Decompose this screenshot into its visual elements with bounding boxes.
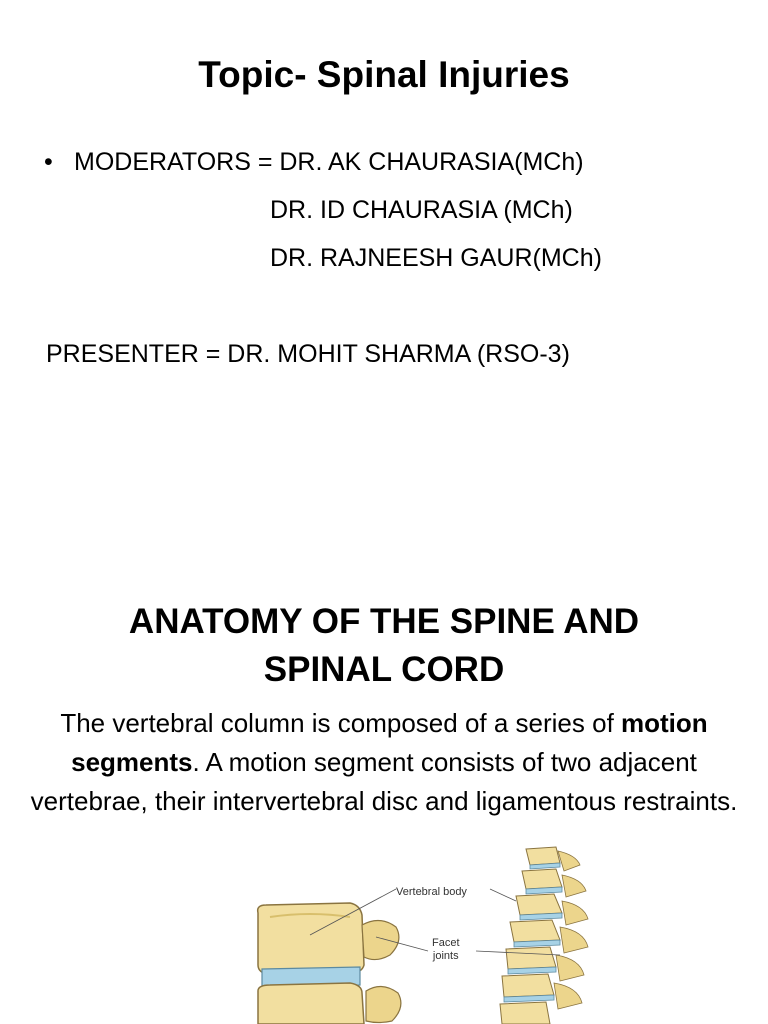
moderators-bullet: [44, 142, 584, 182]
paragraph-text-start: The vertebral column is composed of a series of: [60, 708, 622, 738]
motion-segments-term: motion segments: [71, 708, 708, 777]
bullet-dot: •: [44, 148, 53, 176]
moderators-line-1: MODERATORS = DR. AK CHAURASIA(MCh): [74, 148, 584, 176]
anatomy-title-line-2: SPINAL CORD: [263, 650, 505, 689]
moderators-line-2: DR. ID CHAURASIA (MCh): [270, 196, 573, 224]
motion-segment-drawing: [258, 903, 401, 1024]
anatomy-title-line-1: ANATOMY OF THE SPINE AND: [128, 602, 640, 641]
label-joints: joints: [432, 950, 459, 962]
spine-illustration: [200, 845, 620, 1024]
anatomy-title: [0, 598, 768, 694]
label-vertebral-body: Vertebral body: [396, 886, 467, 898]
moderators-line-3: DR. RAJNEESH GAUR(MCh): [270, 244, 602, 272]
vertebral-column-drawing: [500, 847, 588, 1024]
label-facet: Facet: [432, 937, 460, 949]
leader-line: [490, 889, 516, 901]
motion-segment-paragraph: [0, 704, 768, 821]
spine-figure: [200, 845, 620, 1024]
paragraph-clip: [0, 704, 768, 844]
paragraph-text-end: . A motion segment consists of two adjacent vertebrae, their intervertebral disc and ligamentous restraints.: [30, 747, 738, 816]
presenter-line: PRESENTER = DR. MOHIT SHARMA (RSO-3): [46, 340, 570, 368]
slide-title: Topic- Spinal Injuries: [198, 54, 570, 95]
label-facet-joints: [432, 937, 460, 963]
